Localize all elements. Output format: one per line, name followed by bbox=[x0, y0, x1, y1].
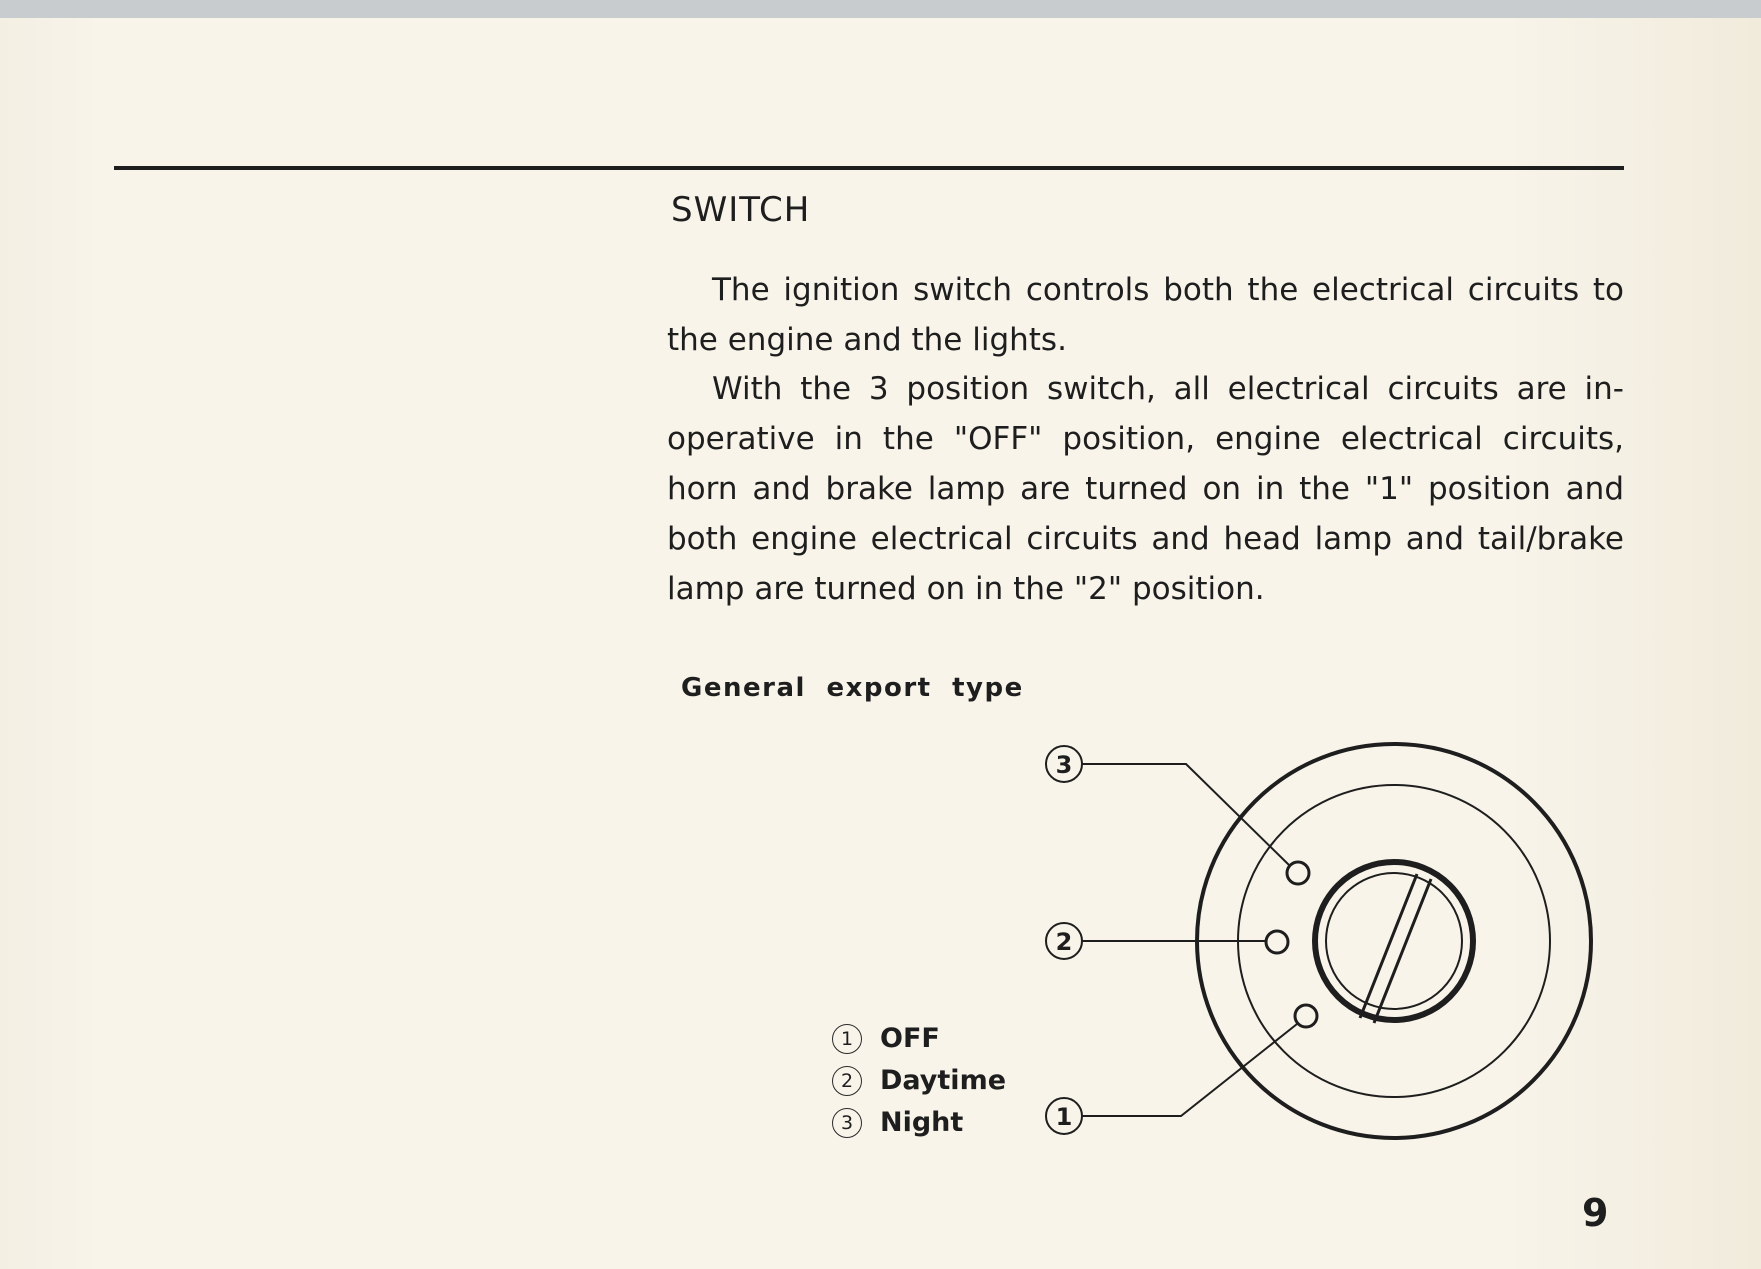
position-dot-off bbox=[1295, 1005, 1317, 1027]
paragraph-intro: The ignition switch controls both the electrical circuits to the engine and the lights. bbox=[667, 272, 1624, 358]
key-cylinder-outer bbox=[1315, 862, 1473, 1020]
leader-line-1 bbox=[1082, 1024, 1297, 1116]
legend-label: OFF bbox=[880, 1023, 940, 1054]
legend-number: 1 bbox=[832, 1024, 862, 1054]
manual-page bbox=[0, 18, 1761, 1269]
key-slot-line-a bbox=[1360, 874, 1417, 1018]
legend-label: Daytime bbox=[880, 1065, 1007, 1096]
callout-2-label: 2 bbox=[1055, 928, 1073, 956]
callout-3-label: 3 bbox=[1055, 751, 1073, 779]
legend-item-daytime bbox=[832, 1060, 1006, 1102]
callout-2 bbox=[1046, 923, 1082, 959]
legend-label: Night bbox=[880, 1107, 964, 1138]
position-dot-daytime bbox=[1266, 931, 1288, 953]
legend-item-off bbox=[832, 1018, 1006, 1060]
callout-1 bbox=[1046, 1098, 1082, 1134]
callout-1-label: 1 bbox=[1055, 1103, 1073, 1131]
key-slot-line-b bbox=[1374, 879, 1431, 1023]
paragraph-positions: With the 3 position switch, all electrical circuits are in-operative in the "OFF" position, engine electrical circuits, horn and brake lamp are turned on in the "1" position and both engine electrical circuits and head lamp and tail/brake lamp are turned on in the "2" position. bbox=[667, 371, 1624, 607]
section-title: SWITCH bbox=[671, 190, 811, 230]
legend-item-night bbox=[832, 1102, 1006, 1144]
legend-number: 3 bbox=[832, 1108, 862, 1138]
legend-number: 2 bbox=[832, 1066, 862, 1096]
position-legend bbox=[832, 1018, 1006, 1144]
figure-caption: General export type bbox=[681, 673, 1024, 703]
key-cylinder-inner bbox=[1326, 873, 1462, 1009]
page-number: 9 bbox=[1582, 1191, 1609, 1235]
position-dot-night bbox=[1287, 862, 1309, 884]
callout-3 bbox=[1046, 746, 1082, 782]
leader-line-3 bbox=[1082, 764, 1289, 865]
